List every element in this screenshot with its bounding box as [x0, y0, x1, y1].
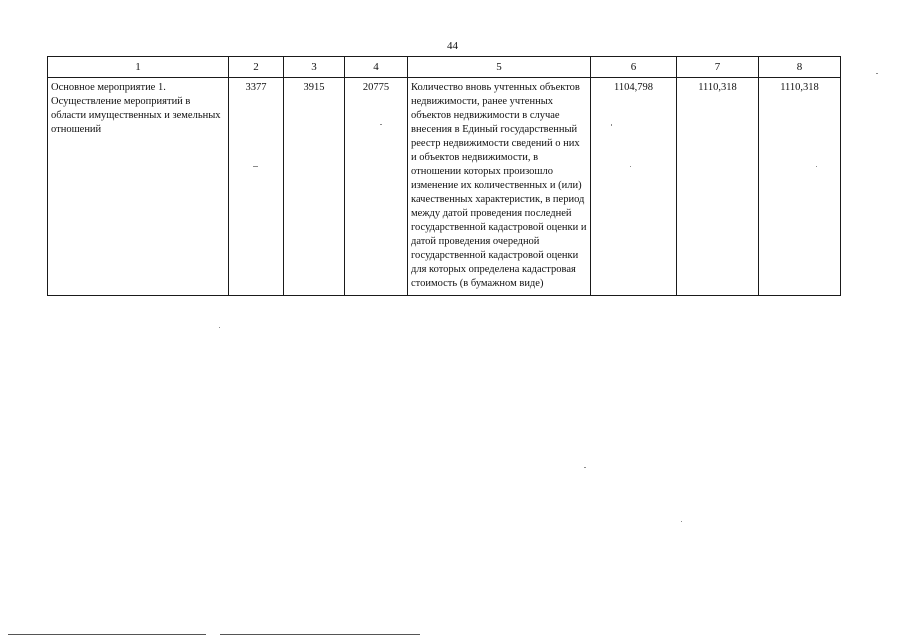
header-cell-4: 4: [345, 57, 408, 78]
scan-speck: [816, 166, 817, 167]
header-cell-2: 2: [229, 57, 284, 78]
scan-speck: [681, 521, 682, 522]
scan-speck: [630, 166, 631, 167]
header-cell-1: 1: [48, 57, 229, 78]
footer-rule: [220, 634, 420, 635]
value-cell-8: 1110,318: [759, 78, 841, 296]
header-cell-8: 8: [759, 57, 841, 78]
table-row: [48, 78, 841, 296]
page-number: 44: [447, 40, 458, 52]
header-row: [48, 57, 841, 78]
value-cell-4: 20775: [345, 78, 408, 296]
scan-speck: [380, 124, 382, 125]
value-cell-2: 3377: [229, 78, 284, 296]
header-cell-5: 5: [408, 57, 591, 78]
data-table: [47, 56, 841, 296]
scan-speck: [253, 166, 258, 167]
header-cell-6: 6: [591, 57, 677, 78]
activity-cell: Основное мероприятие 1. Осуществление мероприятий в области имущественных и земельных отношений: [48, 78, 229, 296]
value-cell-6: 1104,798: [591, 78, 677, 296]
scan-speck: [876, 73, 878, 74]
indicator-cell: Количество вновь учтенных объектов недвижимости, ранее учтенных объектов недвижимости в случае внесения в Единый государственный реестр недвижимости сведений о них и объектов недвижимости, в отношении которых произошло изменение их количественных и (или) качественных характеристик, в период между датой проведения последней государственной кадастровой оценки и датой проведения очередной государственной кадастровой оценки для которых определена кадастровая стоимость (в бумажном виде): [408, 78, 591, 296]
value-cell-3: 3915: [284, 78, 345, 296]
scan-speck: [584, 467, 586, 468]
header-cell-3: 3: [284, 57, 345, 78]
value-cell-7: 1110,318: [677, 78, 759, 296]
footer-rule: [8, 634, 206, 635]
scan-speck: [611, 124, 612, 126]
header-cell-7: 7: [677, 57, 759, 78]
scan-speck: [219, 327, 220, 328]
